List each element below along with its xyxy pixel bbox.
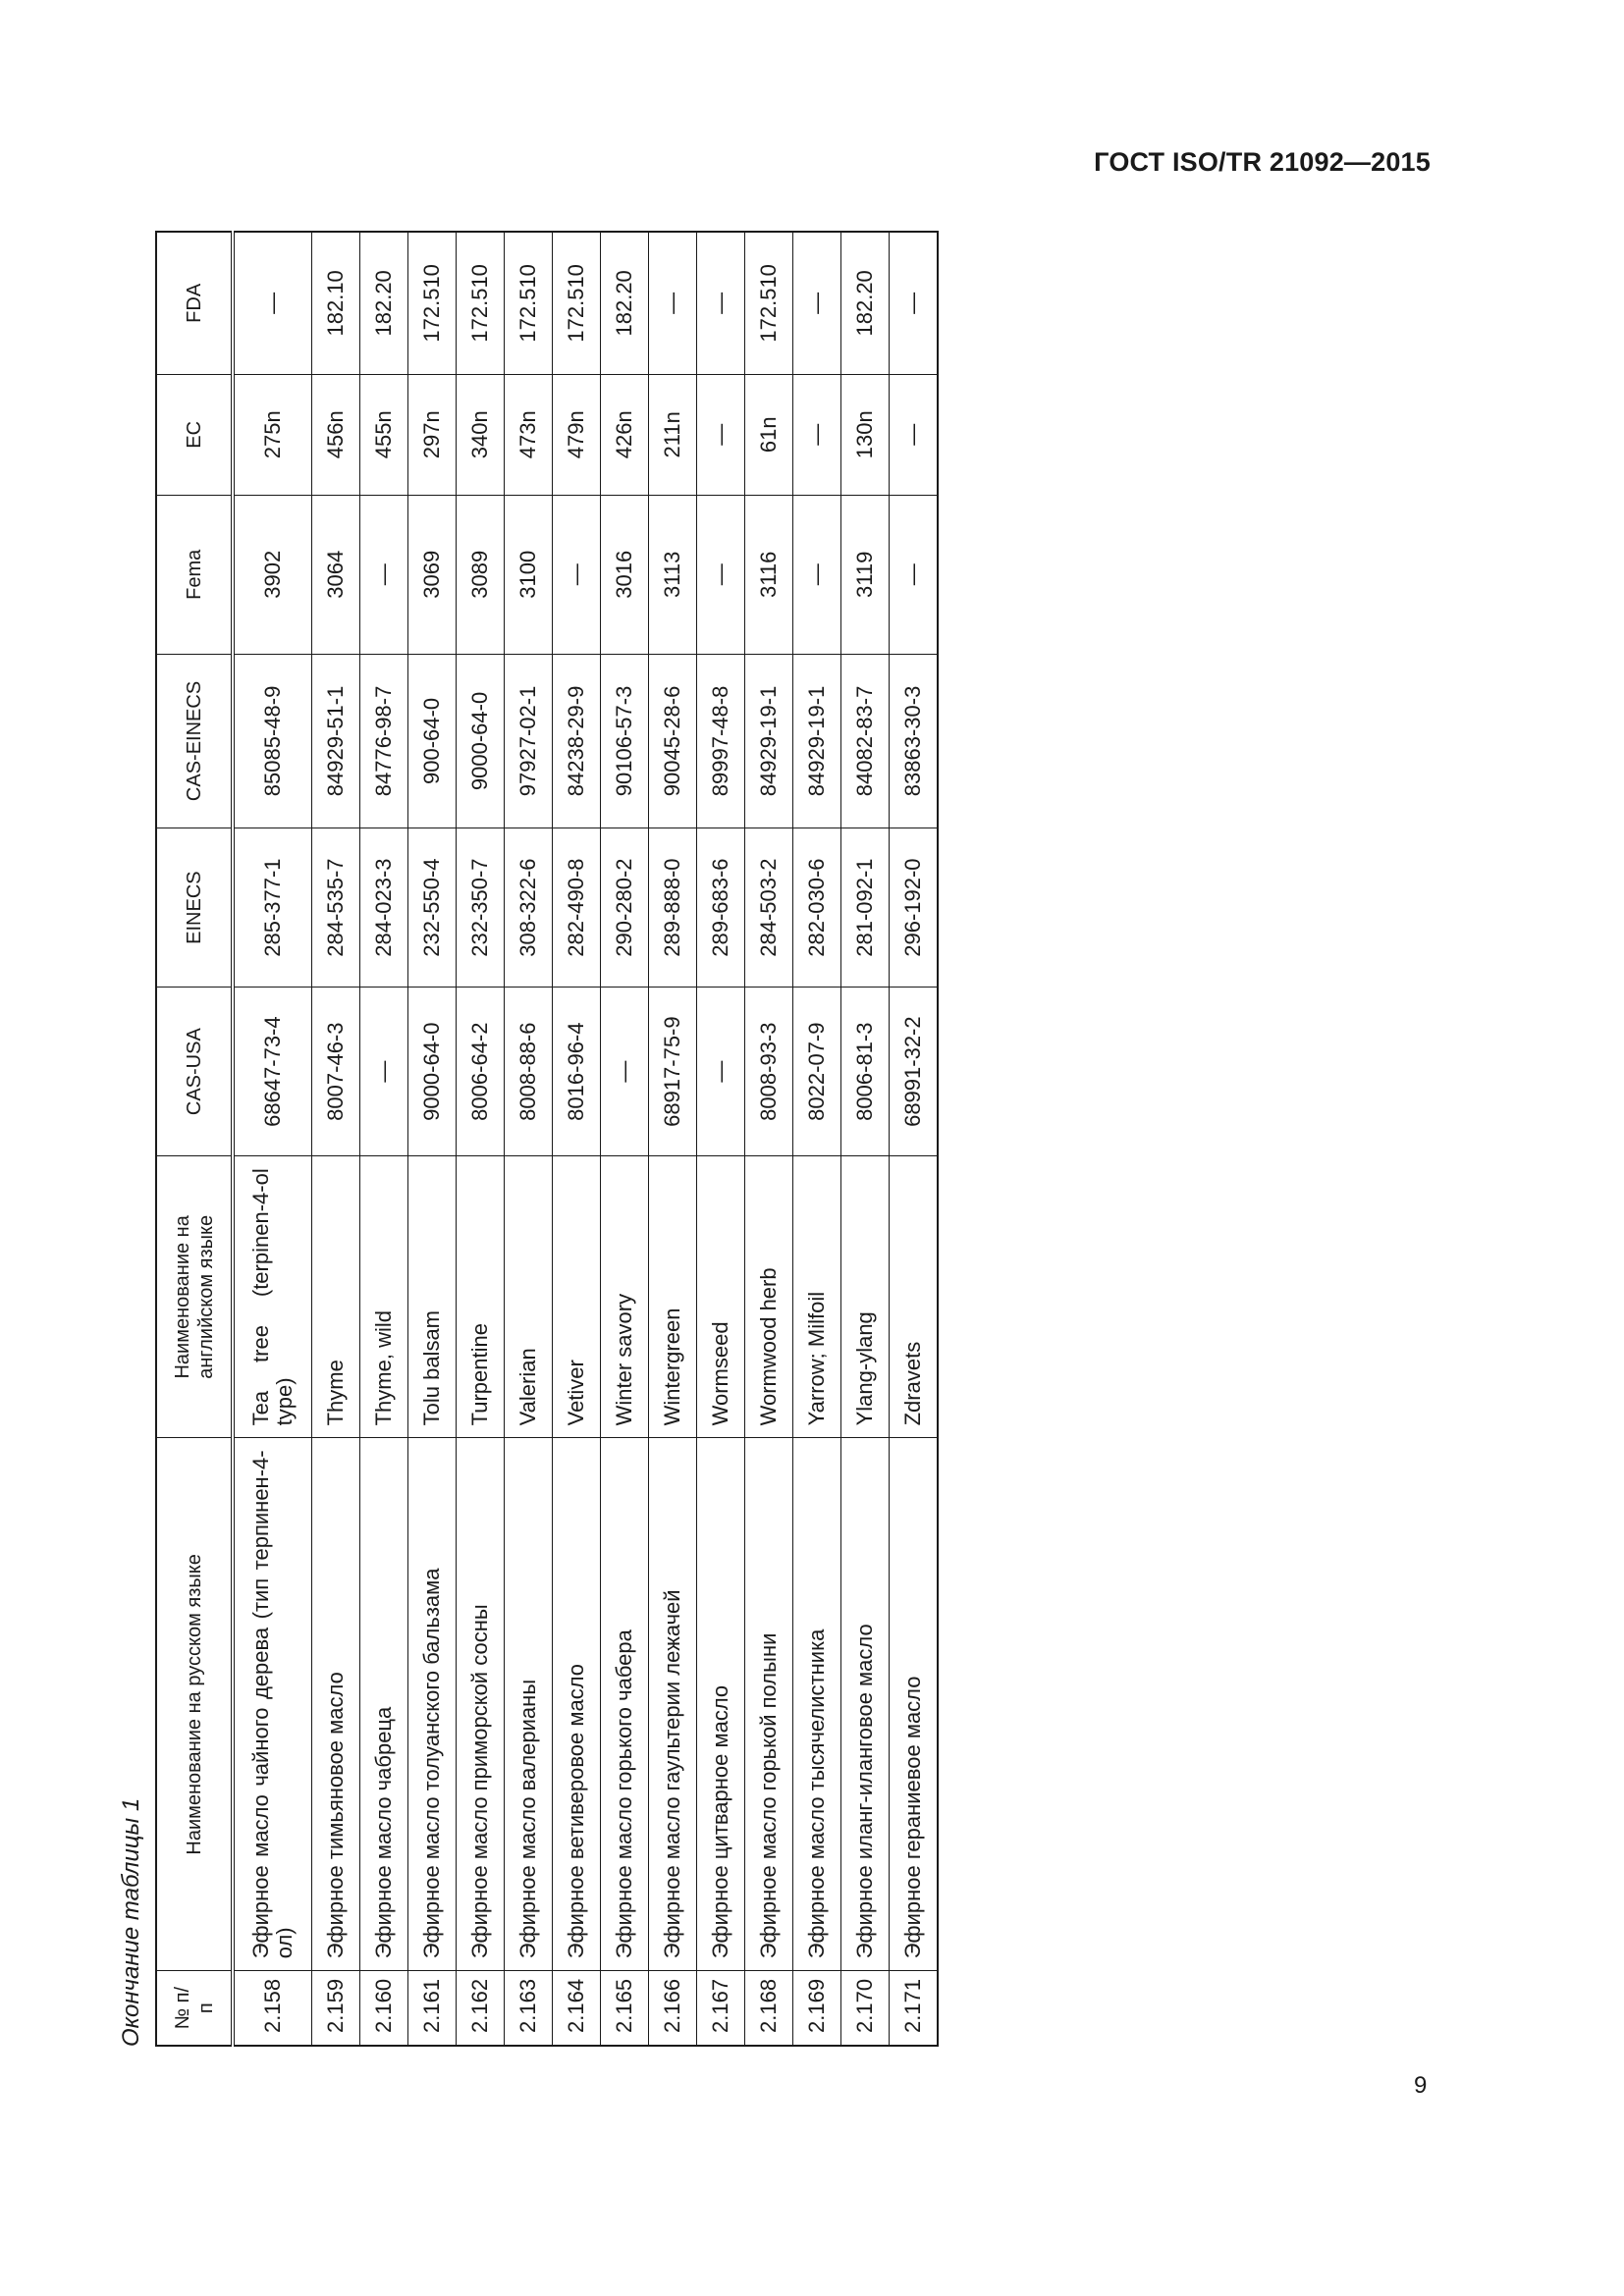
cell-fda: — [697, 232, 745, 374]
cell-number: 2.158 [233, 1971, 312, 2046]
cell-russian-name: Эфирное масло приморской сосны [457, 1438, 505, 1971]
cell-english-name: Yarrow; Milfoil [793, 1156, 841, 1438]
cell-ec: — [697, 374, 745, 495]
cell-number: 2.163 [505, 1971, 553, 2046]
col-header-cas-einecs: CAS-EINECS [156, 654, 233, 828]
cell-fda: — [890, 232, 939, 374]
cell-fema: 3116 [745, 495, 793, 654]
cell-fema: 3113 [649, 495, 697, 654]
cell-cas-usa: 9000-64-0 [408, 988, 457, 1156]
cell-ec: 456n [312, 374, 360, 495]
table-row [233, 232, 312, 2046]
cell-russian-name: Эфирное гераниевое масло [890, 1438, 939, 1971]
cell-number: 2.160 [360, 1971, 408, 2046]
cell-fema: — [697, 495, 745, 654]
cell-number: 2.161 [408, 1971, 457, 2046]
cell-russian-name: Эфирное иланг-иланговое масло [841, 1438, 890, 1971]
cell-russian-name: Эфирное масло горького чабера [601, 1438, 649, 1971]
cell-russian-name: Эфирное цитварное масло [697, 1438, 745, 1971]
cell-fema: 3100 [505, 495, 553, 654]
cell-fda: 172.510 [408, 232, 457, 374]
cell-ec: 340n [457, 374, 505, 495]
cell-fda: — [233, 232, 312, 374]
cell-cas-einecs: 84082-83-7 [841, 654, 890, 828]
cell-fda: 182.20 [601, 232, 649, 374]
cell-cas-einecs: 84776-98-7 [360, 654, 408, 828]
cell-ec: — [793, 374, 841, 495]
col-header-fema: Fema [156, 495, 233, 654]
cell-number: 2.169 [793, 1971, 841, 2046]
cell-fda: 172.510 [505, 232, 553, 374]
cell-ec: 455n [360, 374, 408, 495]
cell-english-name: Thyme [312, 1156, 360, 1438]
cell-russian-name: Эфирное тимьяновое масло [312, 1438, 360, 1971]
cell-einecs: 284-535-7 [312, 828, 360, 988]
col-header-english-name: Наименование на английском языке [156, 1156, 233, 1438]
col-header-ec: EC [156, 374, 233, 495]
table-row [841, 232, 890, 2046]
rotated-table-block [108, 231, 952, 2047]
cell-english-name: Thyme, wild [360, 1156, 408, 1438]
cell-fda: — [649, 232, 697, 374]
cell-cas-einecs: 89997-48-8 [697, 654, 745, 828]
col-header-number: № п/п [156, 1971, 233, 2046]
cell-einecs: 282-490-8 [553, 828, 601, 988]
cell-cas-usa: 68647-73-4 [233, 988, 312, 1156]
cell-ec: 275n [233, 374, 312, 495]
cell-fema: 3016 [601, 495, 649, 654]
cell-english-name: Tolu balsam [408, 1156, 457, 1438]
table-row [408, 232, 457, 2046]
cell-number: 2.170 [841, 1971, 890, 2046]
cell-ec: — [890, 374, 939, 495]
cell-cas-einecs: 9000-64-0 [457, 654, 505, 828]
cell-cas-einecs: 900-64-0 [408, 654, 457, 828]
cell-cas-einecs: 90045-28-6 [649, 654, 697, 828]
cell-fema: — [360, 495, 408, 654]
cell-number: 2.168 [745, 1971, 793, 2046]
cell-russian-name: Эфирное масло тысячелистника [793, 1438, 841, 1971]
cell-english-name: Zdravets [890, 1156, 939, 1438]
cell-einecs: 232-350-7 [457, 828, 505, 988]
col-header-cas-usa: CAS-USA [156, 988, 233, 1156]
cell-fda: 182.10 [312, 232, 360, 374]
cell-english-name: Vetiver [553, 1156, 601, 1438]
cell-number: 2.167 [697, 1971, 745, 2046]
table-row [312, 232, 360, 2046]
cell-russian-name: Эфирное масло толуанского бальзама [408, 1438, 457, 1971]
cell-cas-usa: 8006-81-3 [841, 988, 890, 1156]
cell-fda: 172.510 [745, 232, 793, 374]
cell-ec: 479n [553, 374, 601, 495]
cell-einecs: 289-888-0 [649, 828, 697, 988]
cell-einecs: 282-030-6 [793, 828, 841, 988]
cell-russian-name: Эфирное масло чайного дерева (тип терпинен-4-ол) [233, 1438, 312, 1971]
cell-number: 2.165 [601, 1971, 649, 2046]
cell-ec: 426n [601, 374, 649, 495]
cell-cas-usa: 8008-88-6 [505, 988, 553, 1156]
cell-english-name: Wormseed [697, 1156, 745, 1438]
table-caption: Окончание таблицы 1 [118, 1797, 144, 2047]
table-row [793, 232, 841, 2046]
cell-cas-einecs: 90106-57-3 [601, 654, 649, 828]
cell-english-name: Turpentine [457, 1156, 505, 1438]
cell-cas-einecs: 84929-51-1 [312, 654, 360, 828]
essential-oils-table [155, 231, 939, 2047]
cell-ec: 130n [841, 374, 890, 495]
cell-english-name: Wormwood herb [745, 1156, 793, 1438]
col-header-einecs: EINECS [156, 828, 233, 988]
cell-ec: 473n [505, 374, 553, 495]
table-row [360, 232, 408, 2046]
cell-fda: — [793, 232, 841, 374]
table-row [553, 232, 601, 2046]
cell-cas-einecs: 85085-48-9 [233, 654, 312, 828]
cell-cas-einecs: 84238-29-9 [553, 654, 601, 828]
cell-number: 2.164 [553, 1971, 601, 2046]
cell-fda: 182.20 [360, 232, 408, 374]
cell-ec: 61n [745, 374, 793, 495]
table-row [697, 232, 745, 2046]
cell-cas-usa: 8007-46-3 [312, 988, 360, 1156]
cell-cas-usa: — [360, 988, 408, 1156]
cell-cas-usa: 8006-64-2 [457, 988, 505, 1156]
page-number: 9 [1414, 2072, 1428, 2099]
cell-cas-usa: — [697, 988, 745, 1156]
cell-russian-name: Эфирное масло валерианы [505, 1438, 553, 1971]
cell-einecs: 281-092-1 [841, 828, 890, 988]
cell-english-name: Tea tree (terpinen-4-ol type) [233, 1156, 312, 1438]
cell-ec: 297n [408, 374, 457, 495]
cell-einecs: 284-503-2 [745, 828, 793, 988]
cell-cas-usa: — [601, 988, 649, 1156]
cell-russian-name: Эфирное ветиверовое масло [553, 1438, 601, 1971]
cell-cas-einecs: 84929-19-1 [745, 654, 793, 828]
cell-cas-einecs: 83863-30-3 [890, 654, 939, 828]
cell-fema: 3089 [457, 495, 505, 654]
cell-english-name: Winter savory [601, 1156, 649, 1438]
cell-fda: 172.510 [457, 232, 505, 374]
cell-number: 2.166 [649, 1971, 697, 2046]
cell-einecs: 284-023-3 [360, 828, 408, 988]
table-row [745, 232, 793, 2046]
cell-english-name: Ylang-ylang [841, 1156, 890, 1438]
col-header-fda: FDA [156, 232, 233, 374]
cell-einecs: 232-550-4 [408, 828, 457, 988]
cell-russian-name: Эфирное масло чабреца [360, 1438, 408, 1971]
cell-cas-usa: 68991-32-2 [890, 988, 939, 1156]
cell-einecs: 296-192-0 [890, 828, 939, 988]
cell-ec: 211n [649, 374, 697, 495]
cell-cas-usa: 8008-93-3 [745, 988, 793, 1156]
cell-fema: — [890, 495, 939, 654]
cell-number: 2.162 [457, 1971, 505, 2046]
table-row [649, 232, 697, 2046]
cell-fema: 3069 [408, 495, 457, 654]
cell-cas-usa: 68917-75-9 [649, 988, 697, 1156]
cell-fema: 3064 [312, 495, 360, 654]
cell-english-name: Wintergreen [649, 1156, 697, 1438]
cell-cas-usa: 8022-07-9 [793, 988, 841, 1156]
cell-fda: 182.20 [841, 232, 890, 374]
cell-number: 2.159 [312, 1971, 360, 2046]
table-row [890, 232, 939, 2046]
cell-number: 2.171 [890, 1971, 939, 2046]
table-header-row [156, 232, 233, 2046]
table-row [601, 232, 649, 2046]
cell-einecs: 285-377-1 [233, 828, 312, 988]
cell-cas-usa: 8016-96-4 [553, 988, 601, 1156]
table-row [457, 232, 505, 2046]
cell-russian-name: Эфирное масло горькой полыни [745, 1438, 793, 1971]
col-header-russian-name: Наименование на русском языке [156, 1438, 233, 1971]
cell-fema: — [553, 495, 601, 654]
cell-einecs: 290-280-2 [601, 828, 649, 988]
cell-cas-einecs: 97927-02-1 [505, 654, 553, 828]
document-header: ГОСТ ISO/TR 21092—2015 [1094, 147, 1431, 177]
cell-einecs: 289-683-6 [697, 828, 745, 988]
cell-fema: 3119 [841, 495, 890, 654]
table-row [505, 232, 553, 2046]
cell-cas-einecs: 84929-19-1 [793, 654, 841, 828]
cell-russian-name: Эфирное масло гаультерии лежачей [649, 1438, 697, 1971]
cell-fda: 172.510 [553, 232, 601, 374]
cell-einecs: 308-322-6 [505, 828, 553, 988]
cell-fema: — [793, 495, 841, 654]
cell-english-name: Valerian [505, 1156, 553, 1438]
cell-fema: 3902 [233, 495, 312, 654]
